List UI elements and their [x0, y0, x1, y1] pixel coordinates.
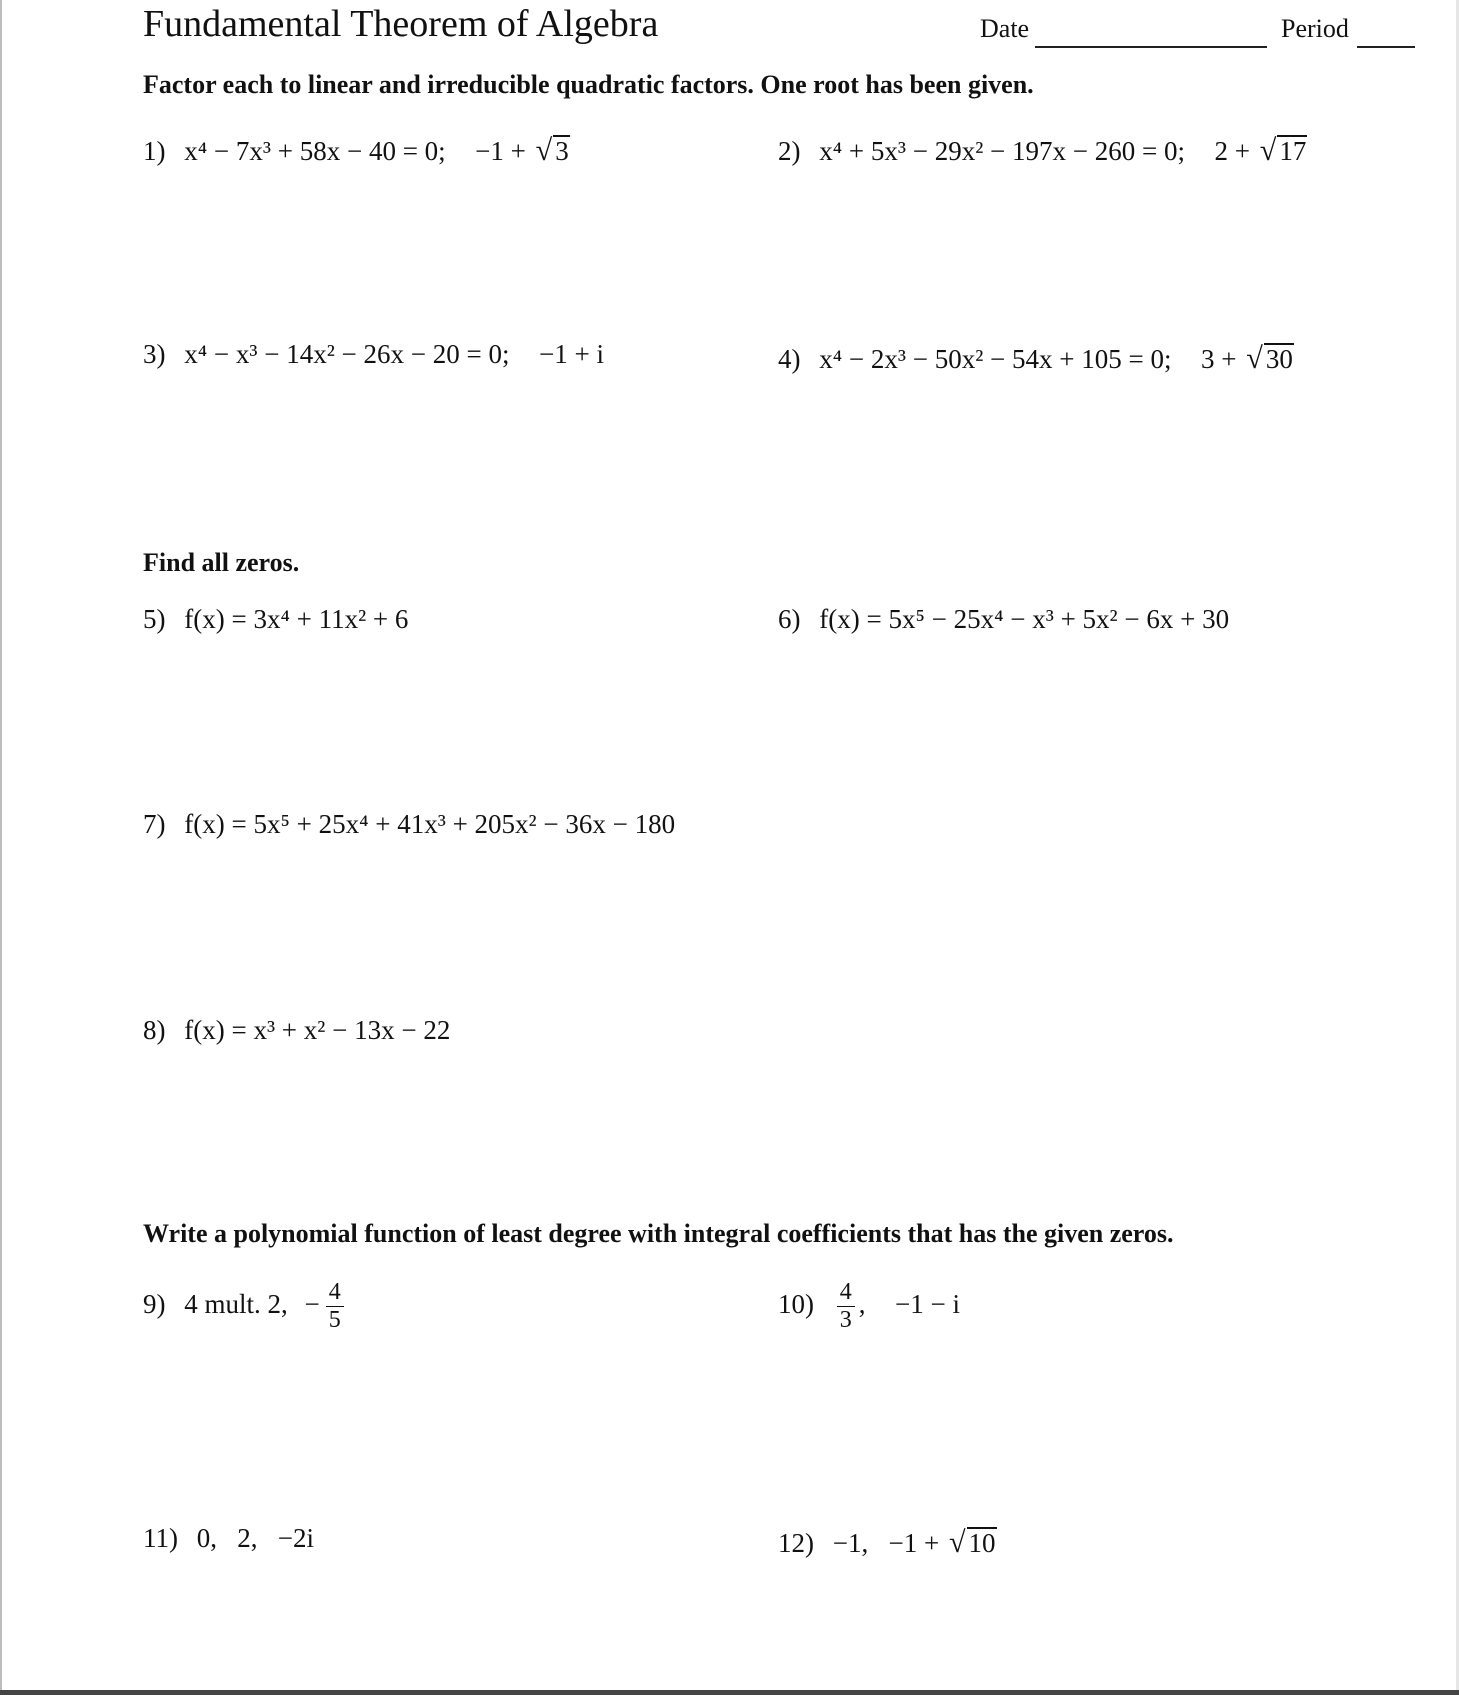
given-zero: −1 − i	[895, 1288, 960, 1319]
given-root: −1 + i	[539, 339, 604, 369]
problem-number: 10)	[778, 1288, 814, 1319]
given-zeros: −1, −1 +	[832, 1528, 940, 1558]
problem-number: 3)	[143, 339, 166, 369]
problem-equation: x⁴ − x³ − 14x² − 26x − 20 = 0;	[184, 339, 510, 369]
given-zeros: 0, 2, −2i	[196, 1523, 314, 1553]
fraction-denominator: 3	[839, 1307, 852, 1334]
square-root-icon: √	[1246, 341, 1263, 375]
problem-number: 6)	[778, 604, 801, 634]
polynomial-instructions: Write a polynomial function of least degree with integral coefficients that has the given zeros.	[143, 1219, 1174, 1248]
root-prefix: 2 +	[1214, 136, 1250, 166]
fraction-denominator: 5	[328, 1307, 341, 1334]
square-root-icon: √	[535, 133, 553, 167]
period-label: Period	[1281, 14, 1349, 43]
radicand: 3	[555, 136, 569, 166]
problem-function: f(x) = 5x⁵ − 25x⁴ − x³ + 5x² − 6x + 30	[819, 604, 1230, 634]
problem-function: f(x) = x³ + x² − 13x − 22	[184, 1015, 451, 1045]
fraction-numerator: 4	[326, 1280, 344, 1307]
zeros-instructions: Find all zeros.	[143, 548, 300, 577]
given-zeros: 4 mult. 2,	[184, 1288, 288, 1319]
problem-6	[778, 604, 1229, 635]
worksheet-title: Fundamental Theorem of Algebra	[143, 3, 659, 45]
problem-number: 2)	[778, 136, 801, 166]
root-prefix: 3 +	[1201, 344, 1237, 374]
period-blank-line[interactable]	[1357, 46, 1415, 48]
problem-number: 7)	[143, 809, 166, 839]
date-blank-line[interactable]	[1035, 46, 1267, 48]
problem-number: 8)	[143, 1015, 166, 1045]
problem-number: 9)	[143, 1288, 166, 1319]
page-left-edge	[0, 0, 2, 1695]
problem-number: 1)	[143, 136, 166, 166]
problem-5	[143, 604, 408, 635]
radicand: 10	[968, 1528, 996, 1558]
problem-11	[143, 1523, 314, 1554]
problem-2	[778, 133, 1307, 168]
problem-7	[143, 809, 675, 840]
problem-equation: x⁴ − 2x³ − 50x² − 54x + 105 = 0;	[819, 344, 1172, 374]
problem-12	[778, 1525, 997, 1560]
problem-function: f(x) = 3x⁴ + 11x² + 6	[184, 604, 409, 634]
problem-1	[143, 133, 570, 168]
date-label: Date	[980, 14, 1030, 43]
page-bottom-edge	[0, 1690, 1459, 1695]
factor-instructions: Factor each to linear and irreducible quadratic factors. One root has been given.	[143, 70, 1034, 99]
problem-equation: x⁴ + 5x³ − 29x² − 197x − 260 = 0;	[819, 136, 1185, 166]
problem-number: 12)	[778, 1528, 814, 1558]
separator: ,	[858, 1288, 866, 1319]
problem-10	[778, 1280, 960, 1333]
problem-9	[143, 1280, 348, 1333]
problem-number: 11)	[143, 1523, 178, 1553]
square-root-icon: √	[1259, 133, 1277, 167]
negative-sign: −	[304, 1288, 320, 1319]
problem-3	[143, 339, 604, 370]
fraction-numerator: 4	[837, 1280, 855, 1307]
problem-number: 5)	[143, 604, 166, 634]
problem-function: f(x) = 5x⁵ + 25x⁴ + 41x³ + 205x² − 36x − 180	[184, 809, 676, 839]
fraction	[837, 1280, 855, 1333]
radicand: 17	[1279, 136, 1307, 166]
problem-equation: x⁴ − 7x³ + 58x − 40 = 0;	[184, 136, 446, 166]
problem-number: 4)	[778, 344, 801, 374]
fraction	[326, 1280, 344, 1333]
problem-8	[143, 1015, 450, 1046]
root-prefix: −1 +	[475, 136, 526, 166]
problem-4	[778, 341, 1294, 376]
radicand: 30	[1265, 344, 1293, 374]
square-root-icon: √	[948, 1525, 966, 1559]
